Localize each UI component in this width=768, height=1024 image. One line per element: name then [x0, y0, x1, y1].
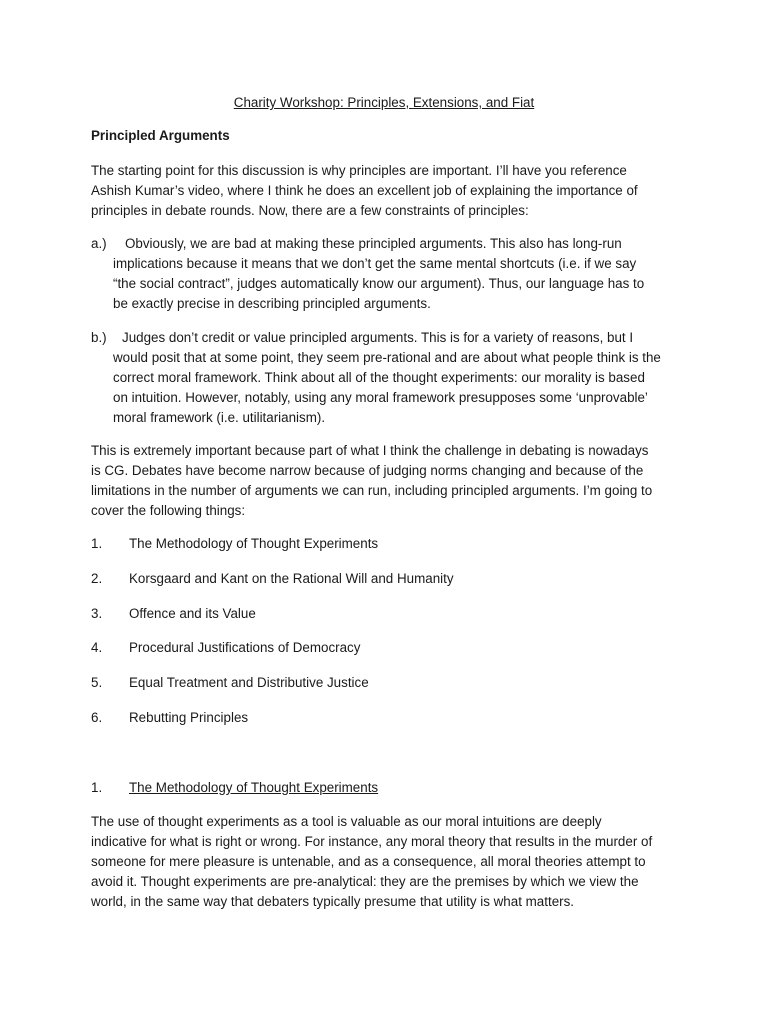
- text-line: someone for mere pleasure is untenable, and as a consequence, all moral theories attempt to: [91, 854, 646, 869]
- text-line: be exactly precise in describing principled arguments.: [113, 296, 431, 311]
- list-marker: b.): [91, 330, 107, 345]
- text-line: indicative for what is right or wrong. For instance, any moral theory that results in the murder of: [91, 834, 653, 849]
- text-line: Ashish Kumar’s video, where I think he does an excellent job of explaining the importance of: [91, 183, 638, 198]
- topic-label: Korsgaard and Kant on the Rational Will and Humanity: [129, 571, 454, 586]
- text-line: “the social contract”, judges automatically know our argument). Thus, our language has to: [113, 276, 645, 291]
- text-line: limitations in the number of arguments we can run, including principled arguments. I’m going to: [91, 483, 653, 498]
- importance-paragraph: [91, 441, 691, 521]
- list-marker: a.): [91, 236, 107, 251]
- document-title: Charity Workshop: Principles, Extensions, and Fiat: [233, 95, 535, 110]
- text-line: implications because it means that we don’t get the same mental shortcuts (i.e. if we say: [113, 256, 637, 271]
- text-line: correct moral framework. Think about all of the thought experiments: our morality is based: [113, 370, 645, 385]
- text-line: world, in the same way that debaters typically presume that utility is what matters.: [91, 894, 575, 909]
- text-line: This is extremely important because part of what I think the challenge in debating is nowadays: [91, 443, 649, 458]
- list-number: 2.: [91, 571, 103, 586]
- text-line: cover the following things:: [91, 503, 246, 518]
- text-line: The starting point for this discussion is why principles are important. I’ll have you reference: [91, 163, 627, 178]
- text-line: Judges don’t credit or value principled arguments. This is for a variety of reasons, but I: [122, 330, 634, 345]
- constraint-item-b: [91, 328, 691, 428]
- text-line: avoid it. Thought experiments are pre-analytical: they are the premises by which we view the: [91, 874, 639, 889]
- text-line: principles in debate rounds. Now, there are a few constraints of principles:: [91, 203, 529, 218]
- text-line: Obviously, we are bad at making these principled arguments. This also has long-run: [125, 236, 622, 251]
- text-line: on intuition. However, notably, using any moral framework presupposes some ‘unprovable’: [113, 390, 648, 405]
- text-line: would posit that at some point, they seem pre-rational and are about what people think is the: [113, 350, 661, 365]
- intro-paragraph: [91, 161, 691, 221]
- text-line: The use of thought experiments as a tool is valuable as our moral intuitions are deeply: [91, 814, 602, 829]
- text-line: is CG. Debates have become narrow because of judging norms changing and because of the: [91, 463, 644, 478]
- list-number: 5.: [91, 675, 103, 690]
- text-line: moral framework (i.e. utilitarianism).: [113, 410, 326, 425]
- thought-experiments-paragraph: [91, 812, 691, 912]
- list-number: 1.: [91, 536, 103, 551]
- topic-label: Equal Treatment and Distributive Justice: [129, 675, 369, 690]
- list-number: 4.: [91, 640, 103, 655]
- topic-label: Procedural Justifications of Democracy: [129, 640, 361, 655]
- topic-label: Offence and its Value: [129, 606, 256, 621]
- list-number: 1.: [91, 780, 103, 795]
- list-number: 6.: [91, 710, 103, 725]
- topic-label: The Methodology of Thought Experiments: [129, 536, 379, 551]
- constraint-item-a: [91, 234, 691, 314]
- topic-label: Rebutting Principles: [129, 710, 249, 725]
- list-number: 3.: [91, 606, 103, 621]
- section-heading-principled-arguments: Principled Arguments: [91, 128, 230, 143]
- section-title: The Methodology of Thought Experiments: [129, 780, 379, 795]
